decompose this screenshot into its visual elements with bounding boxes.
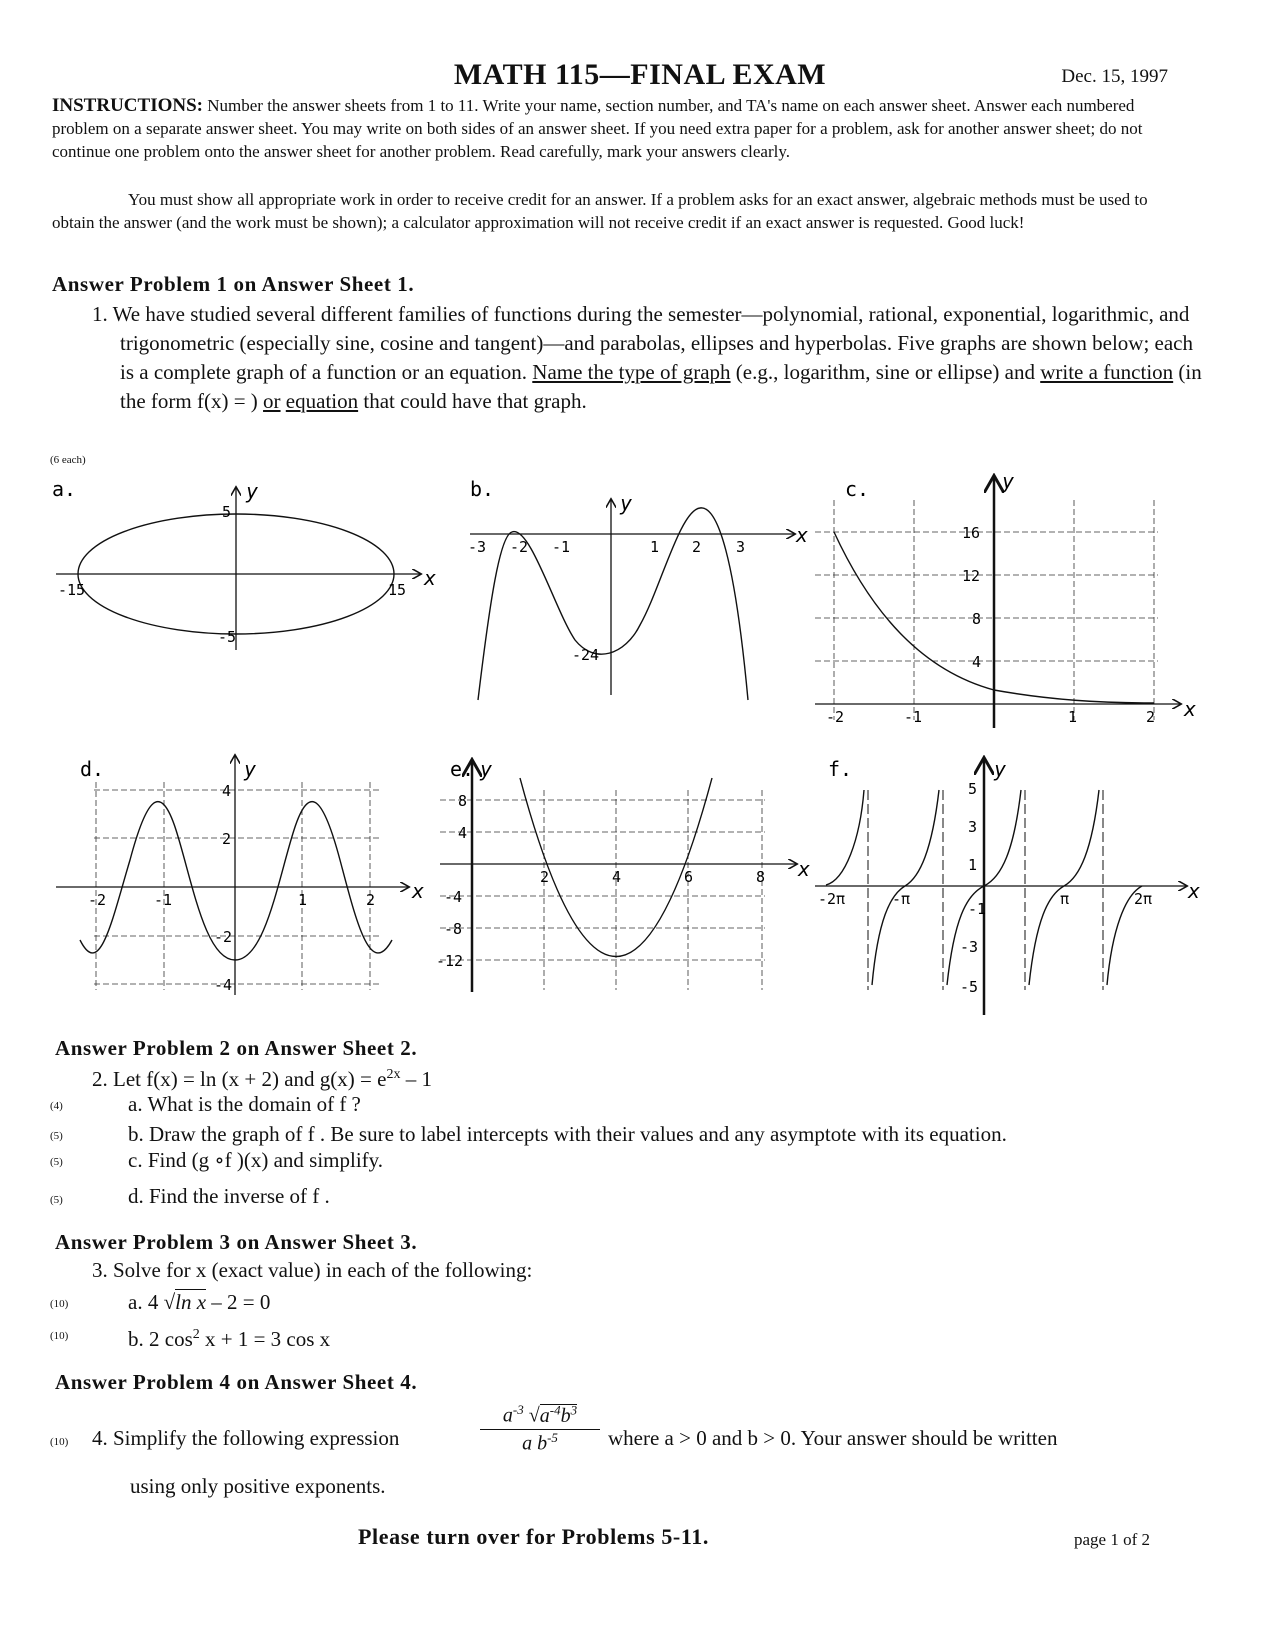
problem-3a-radicand: ln x xyxy=(175,1290,207,1314)
graph-b-tick-min: -24 xyxy=(572,646,600,664)
graph-c-xtick-m2: -2 xyxy=(826,708,845,726)
problem-4-numerator: $a^{-3}$ $√a^{-4}b^3$ xyxy=(480,1402,600,1430)
den-exp: -5 xyxy=(547,1429,558,1445)
graph-a-tick-left: -15 xyxy=(58,581,86,599)
turn-over-note: Please turn over for Problems 5-11. xyxy=(358,1524,709,1549)
graph-c-x-label: x xyxy=(1184,697,1197,721)
graph-e-y-label: y xyxy=(480,757,493,781)
problem-1-text-3: (in the form f(x) = ) xyxy=(120,360,1202,413)
num-exp: -3 xyxy=(512,1402,524,1417)
graph-c-ytick-8: 8 xyxy=(972,610,982,628)
problem-3b-pre: b. 2 cos xyxy=(128,1327,193,1351)
graph-b-tick-1: 1 xyxy=(650,538,660,556)
graph-f-xtick-mpi: -π xyxy=(892,890,911,908)
graph-d-grid xyxy=(94,782,380,990)
graph-d-x-label: x xyxy=(412,879,425,903)
graph-a-x-label: x xyxy=(424,566,437,590)
graph-e-xtick-6: 6 xyxy=(684,868,694,886)
instructions-label: INSTRUCTIONS: xyxy=(52,95,203,116)
graph-f-xtick-pi: π xyxy=(1060,890,1070,908)
graph-e-ytick-4: 4 xyxy=(458,824,468,842)
graph-e-ytick-m12: -12 xyxy=(436,952,464,970)
graph-b-curve xyxy=(478,508,748,700)
graph-e-xtick-2: 2 xyxy=(540,868,550,886)
graph-f-ytick-m5: -5 xyxy=(960,978,979,996)
graph-d-xtick-2: 2 xyxy=(366,891,376,909)
problem-2b: b. Draw the graph of f . Be sure to label intercepts with their values and any asymptote with its equation. xyxy=(128,1122,1007,1146)
problem-2a: a. What is the domain of f ? xyxy=(128,1092,361,1116)
graph-e xyxy=(436,757,810,992)
graph-f-xtick-m2pi: -2π xyxy=(818,890,846,908)
problem-2b-points: (5) xyxy=(50,1130,63,1142)
graph-d-y-label: y xyxy=(244,757,257,781)
problem-2d: d. Find the inverse of f . xyxy=(128,1184,330,1208)
graph-a-tick-right: 15 xyxy=(388,581,407,599)
graph-f-y-label: y xyxy=(994,757,1007,781)
graph-d-ytick-m4: -4 xyxy=(214,976,233,994)
graph-d-xtick-m1: -1 xyxy=(154,891,173,909)
graph-f-ytick-m3: -3 xyxy=(960,938,979,956)
graph-c-ytick-16: 16 xyxy=(962,524,981,542)
graph-d-label: d. xyxy=(80,757,105,781)
graph-e-xtick-8: 8 xyxy=(756,868,766,886)
exam-date: Dec. 15, 1997 xyxy=(1061,66,1168,87)
graph-e-x-label: x xyxy=(798,857,811,881)
den-base: a b xyxy=(522,1432,548,1455)
problem-2-header: Answer Problem 2 on Answer Sheet 2. xyxy=(55,1036,418,1060)
instructions-paragraph-2: You must show all appropriate work in order to receive credit for an answer. If a problem asks for an exact answer, algebraic methods must be used to obtain the answer (and the work must be shown); a calculator approximation will not receive credit if an exact answer is requested. Good luck! xyxy=(52,190,1148,232)
graph-d-ytick-m2: -2 xyxy=(214,928,233,946)
problem-3b-post: x + 1 = 3 cos x xyxy=(199,1327,331,1351)
problem-2-stem-text: 2. Let f(x) = ln (x + 2) and g(x) = e xyxy=(92,1067,387,1091)
problem-4-fraction xyxy=(480,1402,600,1455)
graph-e-label: e. xyxy=(450,757,475,781)
graph-c-xtick-2: 2 xyxy=(1146,708,1156,726)
graph-b-tick-m3: -3 xyxy=(468,538,487,556)
equation-word: equation xyxy=(285,389,359,413)
problem-4-points: (10) xyxy=(50,1436,69,1448)
graph-a-tick-top: 5 xyxy=(222,503,232,521)
graph-d xyxy=(56,756,424,995)
graph-e-ytick-m4: -4 xyxy=(444,888,463,906)
problem-4-denominator xyxy=(480,1430,600,1456)
problem-3a-points: (10) xyxy=(50,1298,69,1310)
problem-2-exponent: 2x xyxy=(386,1067,401,1082)
graph-c-ytick-12: 12 xyxy=(962,567,981,585)
graph-f-x-label: x xyxy=(1188,879,1201,903)
num-radicand xyxy=(540,1404,577,1427)
problem-3b-sup: 2 xyxy=(192,1327,200,1342)
graph-c-xtick-m1: -1 xyxy=(904,708,923,726)
problem-2c: c. Find (g ∘f )(x) and simplify. xyxy=(128,1148,384,1172)
instructions-paragraph-1: Number the answer sheets from 1 to 11. Write your name, section number, and TA's name on each answer sheet. Answer each numbered problem on a separate answer sheet. You may write on both sides of an answer sheet. If you need extra paper for a problem, ask for another answer sheet; do not continue one problem onto the answer sheet for another problem. Read carefully, mark your answers clearly. xyxy=(52,96,1143,161)
graph-f-label: f. xyxy=(828,757,853,781)
graph-a-y-label: y xyxy=(246,479,259,503)
graph-d-xtick-m2: -2 xyxy=(88,891,107,909)
graph-e-xtick-4: 4 xyxy=(612,868,622,886)
problem-1-points: (6 each) xyxy=(50,454,86,466)
graph-e-grid xyxy=(440,790,765,990)
problem-4-continuation: using only positive exponents. xyxy=(130,1474,386,1498)
graph-a-tick-bottom: -5 xyxy=(218,628,237,646)
problem-3a-post: – 2 = 0 xyxy=(206,1290,271,1314)
problem-1-number: 1. xyxy=(92,302,108,326)
graph-b-tick-m1: -1 xyxy=(552,538,571,556)
rad-a: a xyxy=(539,1404,550,1427)
graph-a-label: a. xyxy=(52,477,77,501)
graph-b xyxy=(468,477,808,700)
problem-1-text-4: that could have that graph. xyxy=(358,389,587,413)
graph-b-tick-2: 2 xyxy=(692,538,702,556)
rad-b-exp: 3 xyxy=(570,1402,578,1417)
graph-c-grid xyxy=(815,500,1158,720)
graph-c-ytick-4: 4 xyxy=(972,653,982,671)
graph-f-ytick-1: 1 xyxy=(968,856,978,874)
rad-a-exp: -4 xyxy=(549,1402,561,1417)
graph-b-tick-m2: -2 xyxy=(510,538,529,556)
page-title: MATH 115—FINAL EXAM xyxy=(453,58,827,91)
num-base: a xyxy=(502,1404,513,1427)
graph-f-ytick-3: 3 xyxy=(968,818,978,836)
problem-1-intro: We have studied several different families of functions during the semester—polynomial, rational, exponential, logarithmic, and trigonometric (especially sine, cosine and tangent)—and parabolas, ellipses and hyperbolas. Five graphs are shown below; each is a complete graph of a function or an equation. xyxy=(112,302,1193,384)
problem-3a-pre: a. 4 √ xyxy=(128,1290,176,1314)
name-type-phrase: Name the type of graph xyxy=(532,360,731,384)
graph-b-y-label: y xyxy=(620,491,633,515)
problem-3-header: Answer Problem 3 on Answer Sheet 3. xyxy=(55,1230,418,1254)
rad-b: b xyxy=(560,1404,571,1427)
graph-b-tick-3: 3 xyxy=(736,538,746,556)
problem-4-post: where a > 0 and b > 0. Your answer should be written xyxy=(608,1426,1058,1450)
page-number: page 1 of 2 xyxy=(1074,1530,1151,1549)
graph-f-ytick-m1: -1 xyxy=(968,900,987,918)
graph-d-xtick-1: 1 xyxy=(298,891,308,909)
graph-c-y-label: y xyxy=(1002,469,1015,493)
problem-3b-points: (10) xyxy=(50,1330,69,1342)
write-function-phrase: write a function xyxy=(1040,360,1174,384)
problem-3-stem: 3. Solve for x (exact value) in each of the following: xyxy=(92,1258,533,1282)
problem-3b xyxy=(128,1320,330,1354)
graph-d-ytick-4: 4 xyxy=(222,782,232,800)
problem-2-stem-end: – 1 xyxy=(400,1067,432,1091)
graph-e-ytick-m8: -8 xyxy=(444,920,463,938)
problem-4-header: Answer Problem 4 on Answer Sheet 4. xyxy=(55,1370,418,1394)
problem-4-pre: 4. Simplify the following expression xyxy=(92,1426,400,1450)
graph-c xyxy=(815,469,1196,728)
graph-e-ytick-8: 8 xyxy=(458,792,468,810)
graph-c-xtick-1: 1 xyxy=(1068,708,1078,726)
graph-d-ytick-2: 2 xyxy=(222,830,232,848)
problem-2a-points: (4) xyxy=(50,1100,63,1112)
problem-1-header: Answer Problem 1 on Answer Sheet 1. xyxy=(52,272,415,296)
or-word: or xyxy=(263,389,281,413)
problem-3a xyxy=(128,1288,270,1317)
problem-2c-points: (5) xyxy=(50,1156,63,1168)
graph-f-xtick-2pi: 2π xyxy=(1134,890,1153,908)
problem-2-stem xyxy=(92,1060,432,1094)
problem-2d-points: (5) xyxy=(50,1194,63,1206)
graph-b-x-label: x xyxy=(796,523,809,547)
graph-f-ytick-5: 5 xyxy=(968,780,978,798)
graph-c-label: c. xyxy=(845,477,870,501)
graph-f xyxy=(815,757,1200,1015)
graph-b-label: b. xyxy=(470,477,495,501)
problem-1-text-2: (e.g., logarithm, sine or ellipse) and xyxy=(730,360,1041,384)
graph-a xyxy=(52,477,436,650)
